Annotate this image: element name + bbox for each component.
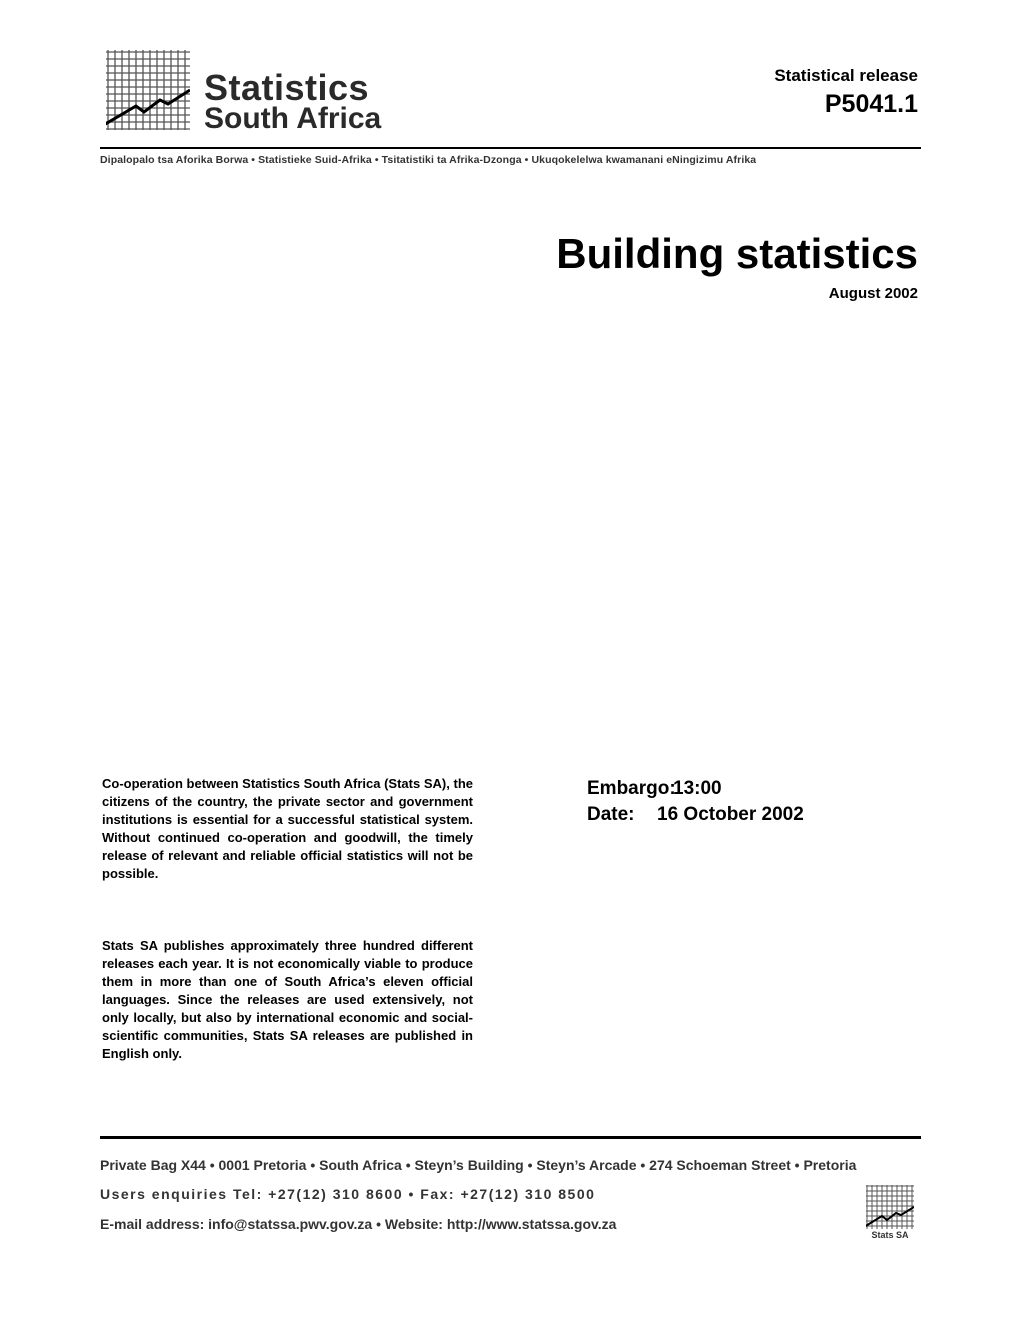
footer-rule (100, 1136, 921, 1139)
date-label: Date: (587, 804, 635, 825)
stats-sa-small-logo-icon (866, 1185, 914, 1229)
embargo-row (587, 778, 722, 800)
language-policy-paragraph: Stats SA publishes approximately three hundred different releases each year. It is not economically viable to produce them in more than one of South Africa’s eleven official languages. Since the releases are used extensively, not only locally, but also by international economic and social-scientific communities, Stats SA releases are published in English only. (102, 938, 473, 1061)
embargo-time: 13:00 (673, 778, 722, 799)
header-rule (100, 147, 921, 149)
statistics-grid-chart-icon (106, 50, 190, 130)
small-logo-label: Stats SA (871, 1230, 909, 1240)
cooperation-paragraph: Co-operation between Statistics South Africa (Stats SA), the citizens of the country, the private sector and government institutions is essential for a successful statistical system. Without continued co-operation and goodwill, the timely release of relevant and reliable official statistics will not be possible. (102, 776, 473, 881)
footer-phone-fax: Users enquiries Tel: +27(12) 310 8600 • Fax: +27(12) 310 8500 (100, 1186, 596, 1202)
multilingual-tagline: Dipalopalo tsa Aforika Borwa • Statistieke Suid-Afrika • Tsitatistiki ta Afrika-Dzonga • Ukuqokelelwa kwamanani eNingizimu Afrika (100, 154, 757, 166)
release-code: P5041.1 (824, 90, 918, 118)
release-date: 16 October 2002 (657, 804, 804, 825)
logo-title-south-africa: South Africa (204, 102, 382, 135)
footer-address: Private Bag X44 • 0001 Pretoria • South Africa • Steyn’s Building • Steyn’s Arcade • 274 Schoeman Street • Pretoria (100, 1157, 857, 1173)
reference-period: August 2002 (828, 285, 918, 302)
footer-email-website: E-mail address: info@statssa.pwv.gov.za • Website: http://www.statssa.gov.za (100, 1216, 617, 1232)
page-title: Building statistics (556, 230, 918, 277)
release-label: Statistical release (774, 66, 918, 85)
release-date-row (587, 804, 804, 826)
logo-title-statistics: Statistics (204, 67, 370, 108)
embargo-label: Embargo: (587, 778, 676, 799)
